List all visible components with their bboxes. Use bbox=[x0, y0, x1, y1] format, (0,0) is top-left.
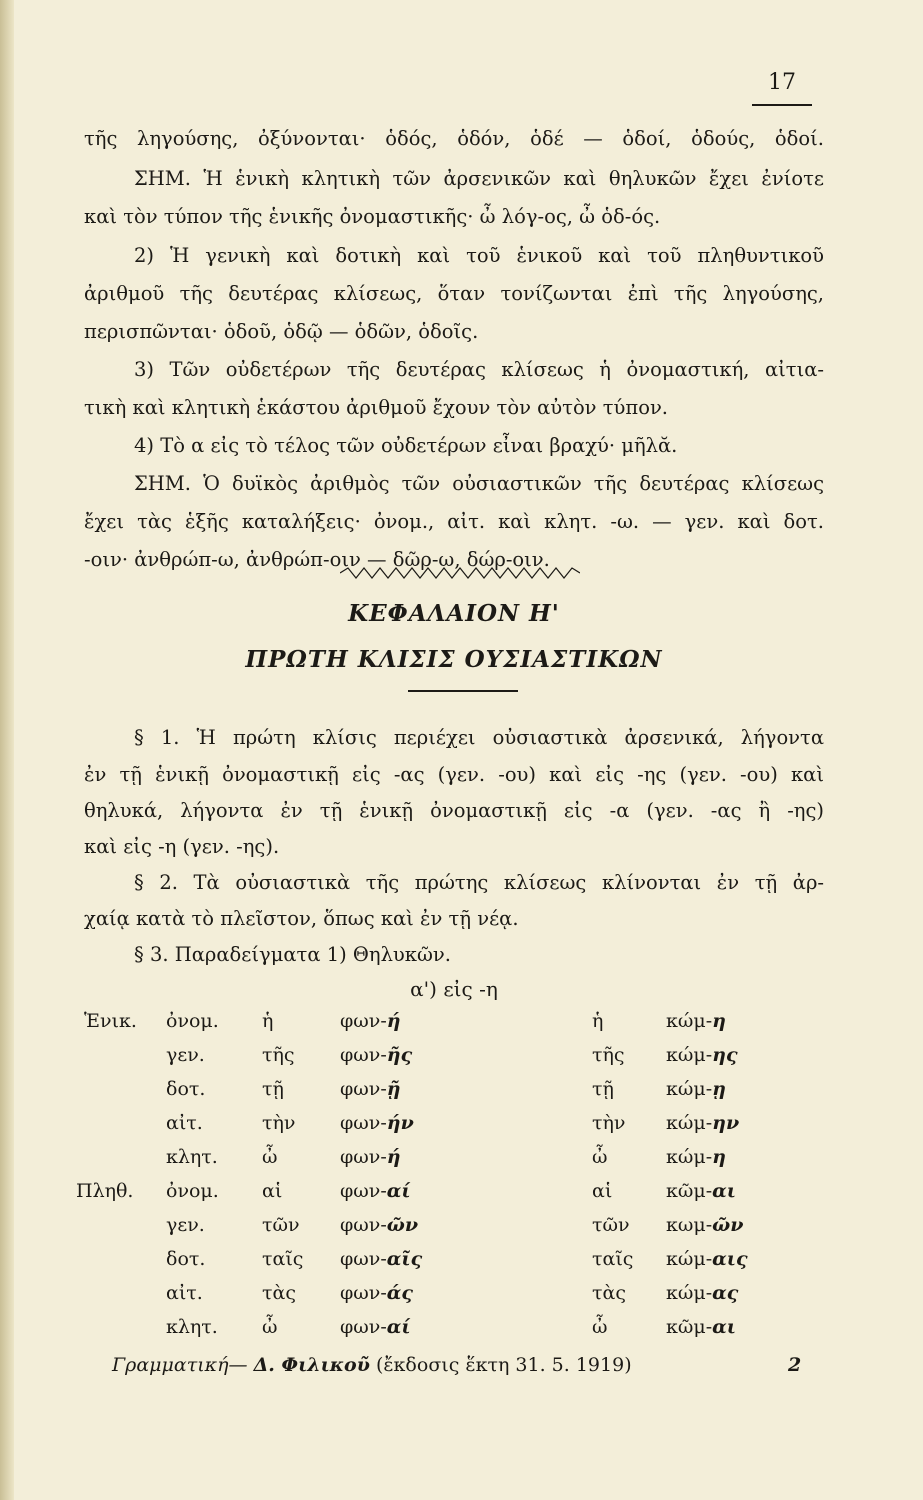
form-2 bbox=[666, 1214, 743, 1236]
body-line: -οιν· ἀνθρώπ-ω, ἀνθρώπ-οιν — δῶρ-ω, δώρ-οιν. bbox=[84, 548, 550, 571]
body-line: ΣΗΜ. Ἡ ἑνικὴ κλητικὴ τῶν ἀρσενικῶν καὶ θηλυκῶν ἔχει ἐνίοτε bbox=[134, 167, 824, 190]
body-line: ΣΗΜ. Ὁ δυϊκὸς ἀριθμὸς τῶν οὐσιαστικῶν τῆς δευτέρας κλίσεως bbox=[134, 472, 824, 495]
article-1: ταῖς bbox=[262, 1248, 304, 1270]
article-2: τῶν bbox=[592, 1214, 630, 1236]
form-1 bbox=[340, 1248, 422, 1270]
form-2 bbox=[666, 1282, 738, 1304]
article-2: ὦ bbox=[592, 1316, 608, 1338]
ending: ή bbox=[386, 1010, 401, 1032]
ending: ῶν bbox=[386, 1214, 419, 1236]
ending: ή bbox=[386, 1146, 401, 1168]
footer-book-title: Γραμματική— bbox=[112, 1354, 248, 1376]
heading-rule bbox=[408, 690, 518, 692]
ending: ῃ bbox=[712, 1078, 726, 1100]
case-label: δοτ. bbox=[166, 1248, 206, 1270]
footer-author: Δ. Φιλικοῦ bbox=[253, 1354, 370, 1376]
section-line: καὶ εἰς -η (γεν. -ης). bbox=[84, 835, 280, 858]
article-2: ὦ bbox=[592, 1146, 608, 1168]
form-1 bbox=[340, 1214, 418, 1236]
ending: ης bbox=[712, 1044, 738, 1066]
form-1 bbox=[340, 1112, 414, 1134]
stem: κώμ- bbox=[666, 1010, 713, 1032]
stem: κῶμ- bbox=[666, 1316, 713, 1338]
case-label: γεν. bbox=[166, 1214, 205, 1236]
stem: φων- bbox=[340, 1316, 387, 1338]
section-line: § 1. Ἡ πρώτη κλίσις περιέχει οὐσιαστικὰ ἀρσενικά, λήγοντα bbox=[134, 726, 824, 749]
ending: αί bbox=[386, 1180, 411, 1202]
stem: κώμ- bbox=[666, 1146, 713, 1168]
stem: φων- bbox=[340, 1044, 387, 1066]
ending: αῖς bbox=[386, 1248, 423, 1270]
body-line: περισπῶνται· ὁδοῦ, ὁδῷ — ὁδῶν, ὁδοῖς. bbox=[84, 320, 479, 343]
article-1: τῇ bbox=[262, 1078, 284, 1100]
form-1 bbox=[340, 1282, 413, 1304]
ending: αι bbox=[712, 1316, 736, 1338]
article-1: αἱ bbox=[262, 1180, 283, 1202]
page-number: 17 bbox=[768, 70, 796, 95]
form-1 bbox=[340, 1316, 411, 1338]
form-2 bbox=[666, 1112, 739, 1134]
article-2: τῇ bbox=[592, 1078, 614, 1100]
stem: φων- bbox=[340, 1282, 387, 1304]
stem: κώμ- bbox=[666, 1248, 713, 1270]
ending: η bbox=[712, 1146, 726, 1168]
section-line: χαίᾳ κατὰ τὸ πλεῖστον, ὅπως καὶ ἐν τῇ νέᾳ. bbox=[84, 907, 519, 930]
case-label: δοτ. bbox=[166, 1078, 206, 1100]
table-heading: α') εἰς -η bbox=[410, 977, 498, 1001]
ornamental-divider bbox=[340, 566, 580, 580]
form-2 bbox=[666, 1316, 736, 1338]
ending: αι bbox=[712, 1180, 736, 1202]
section-line: ἐν τῇ ἑνικῇ ὀνομαστικῇ εἰς -ας (γεν. -ου) καὶ εἰς -ης (γεν. -ου) καὶ bbox=[84, 763, 824, 786]
number-label-plural: Πληθ. bbox=[76, 1180, 134, 1202]
case-label: ὀνομ. bbox=[166, 1010, 219, 1032]
stem: κώμ- bbox=[666, 1282, 713, 1304]
footer-edition: (ἔκδοσις ἕκτη 31. 5. 1919) bbox=[375, 1354, 632, 1376]
stem: κώμ- bbox=[666, 1044, 713, 1066]
stem: φων- bbox=[340, 1248, 387, 1270]
stem: φων- bbox=[340, 1146, 387, 1168]
article-2: τὰς bbox=[592, 1282, 626, 1304]
article-1: τῶν bbox=[262, 1214, 300, 1236]
case-label: κλητ. bbox=[166, 1316, 218, 1338]
form-1 bbox=[340, 1044, 412, 1066]
article-2: τὴν bbox=[592, 1112, 626, 1134]
case-label: κλητ. bbox=[166, 1146, 218, 1168]
body-line: 2) Ἡ γενικὴ καὶ δοτικὴ καὶ τοῦ ἑνικοῦ καὶ τοῦ πληθυντικοῦ bbox=[134, 244, 824, 267]
ending: ῆς bbox=[386, 1044, 413, 1066]
body-line: ἀριθμοῦ τῆς δευτέρας κλίσεως, ὅταν τονίζωνται ἐπὶ τῆς ληγούσης, bbox=[84, 282, 824, 305]
ending: ην bbox=[712, 1112, 740, 1134]
article-2: ταῖς bbox=[592, 1248, 634, 1270]
body-line: τικὴ καὶ κλητικὴ ἑκάστου ἀριθμοῦ ἔχουν τὸν αὐτὸν τύπον. bbox=[84, 396, 668, 419]
case-label: αἰτ. bbox=[166, 1112, 203, 1134]
ending: ῇ bbox=[386, 1078, 401, 1100]
case-label: αἰτ. bbox=[166, 1282, 203, 1304]
stem: φων- bbox=[340, 1180, 387, 1202]
article-2: ἡ bbox=[592, 1010, 604, 1032]
ending: ῶν bbox=[712, 1214, 744, 1236]
body-line: καὶ τὸν τύπον τῆς ἑνικῆς ὀνομαστικῆς· ὦ λόγ-ος, ὦ ὁδ-ός. bbox=[84, 205, 661, 228]
article-1: ὦ bbox=[262, 1146, 278, 1168]
article-2: τῆς bbox=[592, 1044, 625, 1066]
page-footer bbox=[112, 1354, 802, 1376]
stem: φων- bbox=[340, 1112, 387, 1134]
ending: η bbox=[712, 1010, 726, 1032]
article-1: τὰς bbox=[262, 1282, 296, 1304]
article-2: αἱ bbox=[592, 1180, 613, 1202]
form-2 bbox=[666, 1078, 726, 1100]
ending: αις bbox=[712, 1248, 748, 1270]
ending: ας bbox=[712, 1282, 739, 1304]
section-line: § 2. Τὰ οὐσιαστικὰ τῆς πρώτης κλίσεως κλίνονται ἐν τῇ ἀρ- bbox=[134, 871, 824, 894]
number-label-singular: Ἑνικ. bbox=[84, 1010, 137, 1032]
form-1 bbox=[340, 1078, 401, 1100]
stem: φων- bbox=[340, 1214, 387, 1236]
body-line: τῆς ληγούσης, ὀξύνονται· ὁδός, ὁδόν, ὁδέ — ὁδοί, ὁδούς, ὁδοί. bbox=[84, 127, 824, 150]
article-1: ὦ bbox=[262, 1316, 278, 1338]
stem: κώμ- bbox=[666, 1112, 713, 1134]
section-line: θηλυκά, λήγοντα ἐν τῇ ἑνικῇ ὀνομαστικῇ εἰς -α (γεν. -ας ἢ -ης) bbox=[84, 799, 824, 822]
ending: άς bbox=[386, 1282, 413, 1304]
page-number-rule bbox=[752, 104, 812, 106]
chapter-title: ΚΕΦΑΛΑΙΟΝ Η' bbox=[348, 600, 560, 627]
form-1 bbox=[340, 1010, 401, 1032]
chapter-subtitle: ΠΡΩΤΗ ΚΛΙΣΙΣ ΟΥΣΙΑΣΤΙΚΩΝ bbox=[245, 646, 663, 673]
stem: φων- bbox=[340, 1010, 387, 1032]
case-label: ὀνομ. bbox=[166, 1180, 219, 1202]
body-line: 3) Τῶν οὐδετέρων τῆς δευτέρας κλίσεως ἡ ὀνομαστική, αἰτια- bbox=[134, 358, 824, 381]
stem: κώμ- bbox=[666, 1078, 713, 1100]
article-1: τὴν bbox=[262, 1112, 296, 1134]
form-1 bbox=[340, 1180, 411, 1202]
page-edge-shadow bbox=[0, 0, 14, 1500]
footer-signature: 2 bbox=[788, 1354, 802, 1376]
form-2 bbox=[666, 1248, 748, 1270]
form-2 bbox=[666, 1146, 726, 1168]
form-2 bbox=[666, 1180, 736, 1202]
stem: κωμ- bbox=[666, 1214, 713, 1236]
ending: αί bbox=[386, 1316, 411, 1338]
body-line: ἔχει τὰς ἑξῆς καταλήξεις· ὀνομ., αἰτ. καὶ κλητ. -ω. — γεν. καὶ δοτ. bbox=[84, 510, 824, 533]
article-1: τῆς bbox=[262, 1044, 295, 1066]
body-line: 4) Τὸ α εἰς τὸ τέλος τῶν οὐδετέρων εἶναι βραχύ· μῆλᾰ. bbox=[134, 434, 678, 457]
stem: κῶμ- bbox=[666, 1180, 713, 1202]
form-2 bbox=[666, 1044, 738, 1066]
article-1: ἡ bbox=[262, 1010, 274, 1032]
section-line: § 3. Παραδείγματα 1) Θηλυκῶν. bbox=[134, 943, 451, 966]
stem: φων- bbox=[340, 1078, 387, 1100]
ending: ήν bbox=[386, 1112, 414, 1134]
form-1 bbox=[340, 1146, 401, 1168]
form-2 bbox=[666, 1010, 726, 1032]
case-label: γεν. bbox=[166, 1044, 205, 1066]
